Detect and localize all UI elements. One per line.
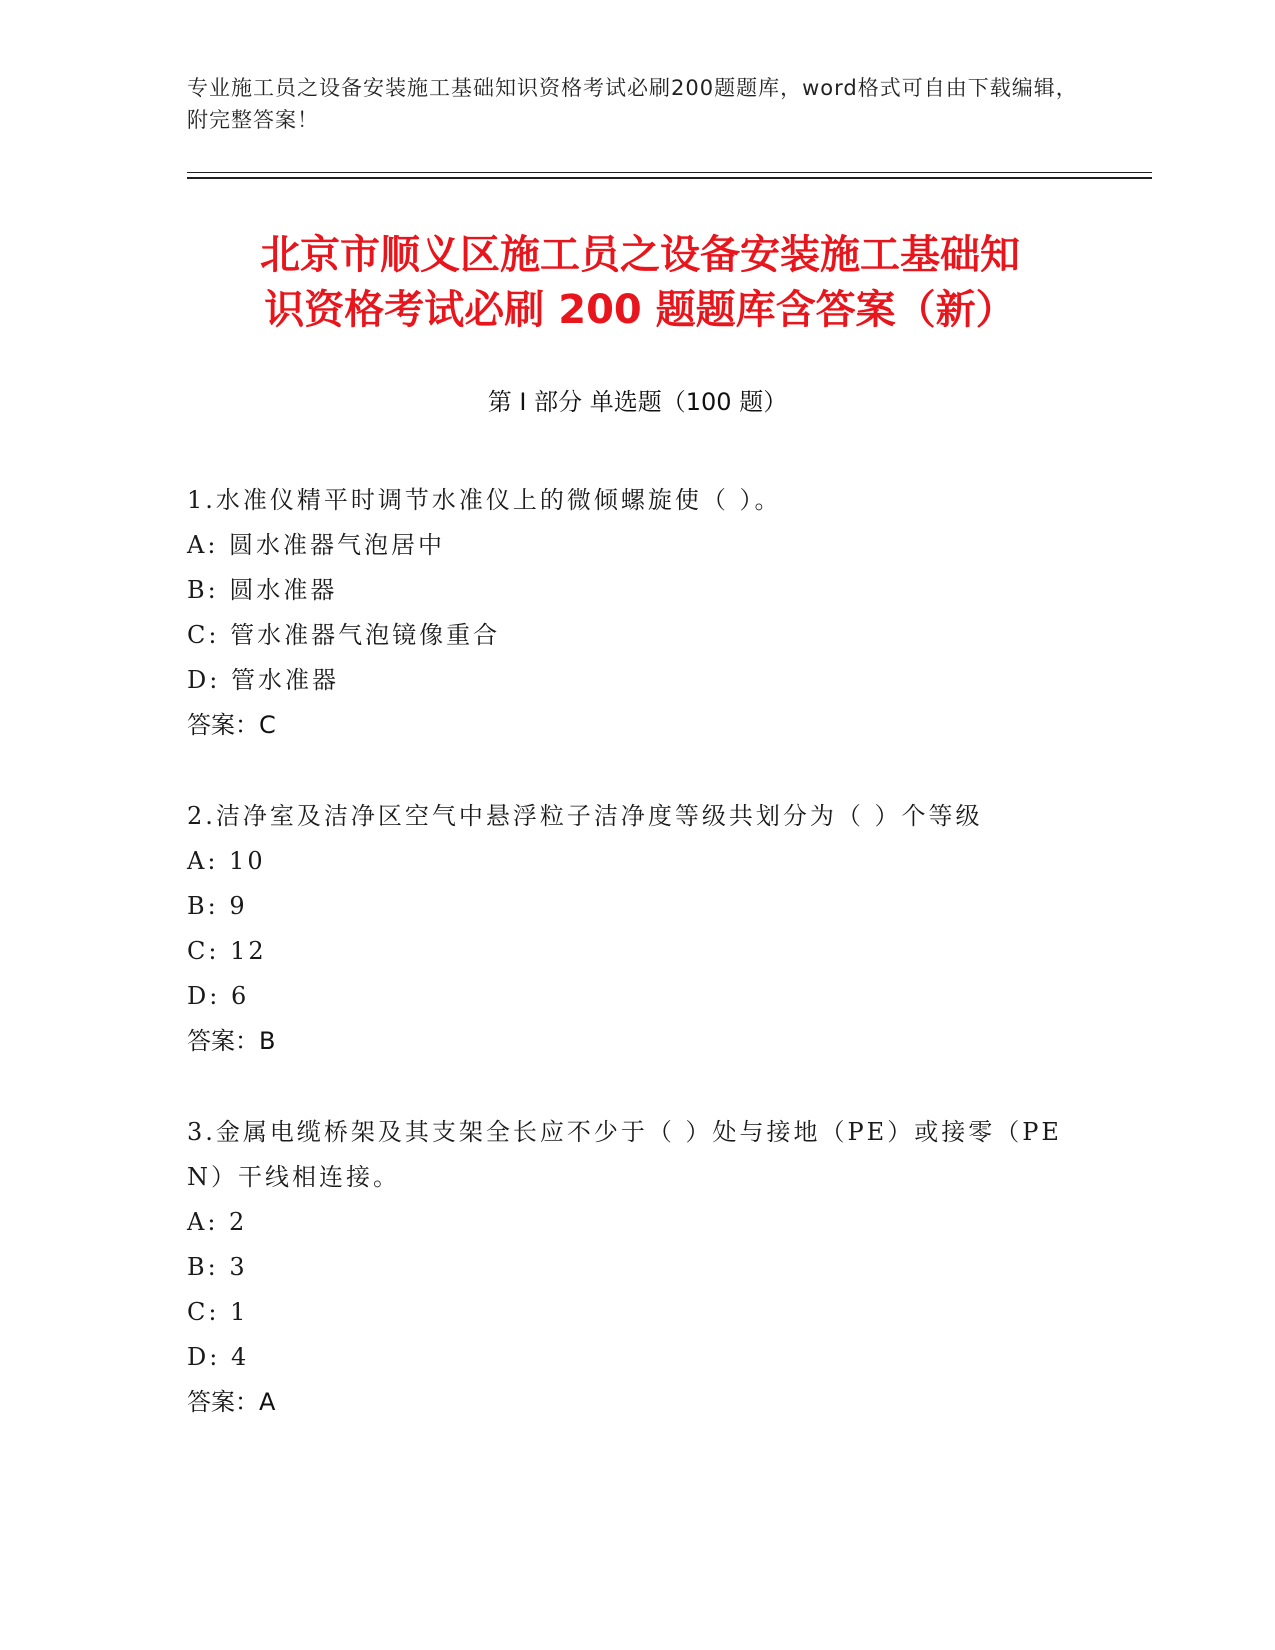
header-note: 专业施工员之设备安装施工基础知识资格考试必刷200题题库，word格式可自由下载编辑，附完整答案！ <box>187 76 1078 132</box>
document-title-line-1: 北京市顺义区施工员之设备安装施工基础知 <box>260 232 1020 278</box>
question-list <box>187 478 1087 1471</box>
option-a: A: 2 <box>187 1208 248 1236</box>
document-title-line-2: 识资格考试必刷 200 题题库含答案（新） <box>264 287 1016 333</box>
question-stem: 2.洁净室及洁净区空气中悬浮粒子洁净度等级共划分为（ ）个等级 <box>187 802 983 830</box>
header-divider-thin <box>187 172 1152 173</box>
option-c: C: 管水准器气泡镜像重合 <box>187 621 501 649</box>
option-b: B: 圆水准器 <box>187 576 338 604</box>
question-stem: 3.金属电缆桥架及其支架全长应不少于（ ）处与接地（PE）或接零（PEN）干线相连接。 <box>187 1118 1062 1191</box>
answer-line: 答案：A <box>187 1388 276 1416</box>
answer-line: 答案：B <box>187 1027 276 1055</box>
option-c: C: 1 <box>187 1298 249 1326</box>
option-b: B: 9 <box>187 892 248 920</box>
option-d: D: 4 <box>187 1343 250 1371</box>
option-a: A: 10 <box>187 847 266 875</box>
document-title <box>190 228 1090 338</box>
option-c: C: 12 <box>187 937 267 965</box>
header-divider-thick <box>187 177 1152 179</box>
question-1 <box>187 478 1087 748</box>
option-b: B: 3 <box>187 1253 248 1281</box>
option-d: D: 管水准器 <box>187 666 339 694</box>
option-d: D: 6 <box>187 982 250 1010</box>
section-title: 第 I 部分 单选题（100 题） <box>487 388 788 416</box>
answer-line: 答案：C <box>187 711 276 739</box>
question-2 <box>187 794 1087 1064</box>
question-3 <box>187 1110 1087 1425</box>
option-a: A: 圆水准器气泡居中 <box>187 531 446 559</box>
question-stem: 1.水准仪精平时调节水准仪上的微倾螺旋使（ ）。 <box>187 486 782 514</box>
